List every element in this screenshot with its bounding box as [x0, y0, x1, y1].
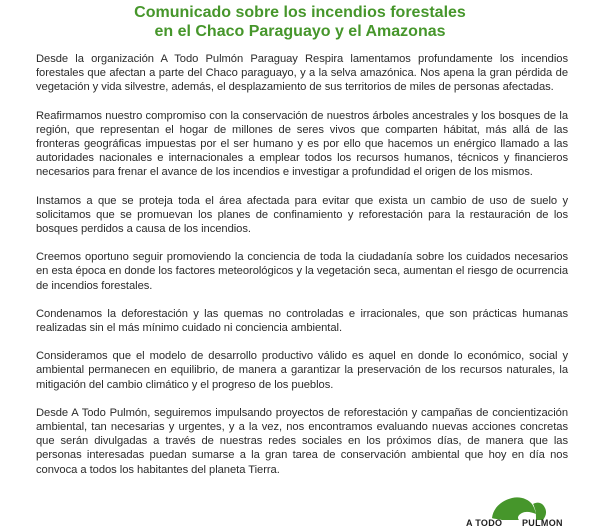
paragraph-4: Creemos oportuno seguir promoviendo la conciencia de toda la ciudadanía sobre los cuidados necesarios en esta época en donde los factores meteorológicos y la vegetación seca, aumentan el riesgo de ocurrencia de incendios forestales. [36, 251, 568, 292]
logo-text-right: PULMON [522, 518, 563, 528]
communique-body [36, 52, 568, 491]
paragraph-1: Desde la organización A Todo Pulmón Paraguay Respira lamentamos profundamente los incendios forestales que afectan a parte del Chaco paraguayo, y a la selva amazónica. Nos apena la gran pérdida de vegetación y vida silvestre, además, el desplazamiento de sus territorios de miles de personas afectadas. [36, 53, 568, 94]
paragraph-7: Desde A Todo Pulmón, seguiremos impulsando proyectos de reforestación y campañas de concientización ambiental, tan necesarias y urgentes, y a la vez, nos encontramos evaluando nuevas acciones concretas que serán divulgadas a través de nuestras redes sociales en los próximos días, de manera que las personas interesadas puedan sumarse a la gran tarea de conservación ambiental que hoy en día nos convoca a todos los habitantes del planeta Tierra. [36, 406, 568, 476]
title-line-2: en el Chaco Paraguayo y el Amazonas [154, 23, 446, 40]
paragraph-5: Condenamos la deforestación y las quemas no controladas e irracionales, que son prácticas humanas realizadas sin el más mínimo cuidado ni conciencia ambiental. [36, 307, 568, 335]
a-todo-pulmon-logo [462, 492, 582, 529]
paragraph-3: Instamos a que se proteja toda el área afectada para evitar que exista un cambio de uso de suelo y solicitamos que se promuevan los planes de confinamiento y reforestación para la restauración de los bosques perdidos a causa de los incendios. [36, 194, 568, 236]
logo-text-left: A TODO [466, 518, 503, 528]
paragraph-6: Consideramos que el modelo de desarrollo productivo válido es aquel en donde lo económico, social y ambiental permanecen en equilibrio, de manera a garantizar la preservación de los recursos naturales, la mitigación del cambio climático y el progreso de los pueblos. [36, 350, 568, 391]
page-title [0, 0, 600, 41]
paragraph-2: Reafirmamos nuestro compromiso con la conservación de nuestros árboles ancestrales y los bosques de la región, que representan el hogar de millones de seres vivos que comparten hábitat, más allá de las fronteras geográficas impuestas por el ser humano y es por ello que hacemos un enérgico llamado a las autoridades nacionales e internacionales a emplear todos los recursos humanos, técnicos y financieros necesarios para frenar el avance de los incendios e investigar a profundidad el origen de los mismos. [36, 109, 568, 179]
paraguay-map-leaf-icon [462, 492, 582, 520]
title-line-1: Comunicado sobre los incendios forestales [134, 4, 466, 21]
